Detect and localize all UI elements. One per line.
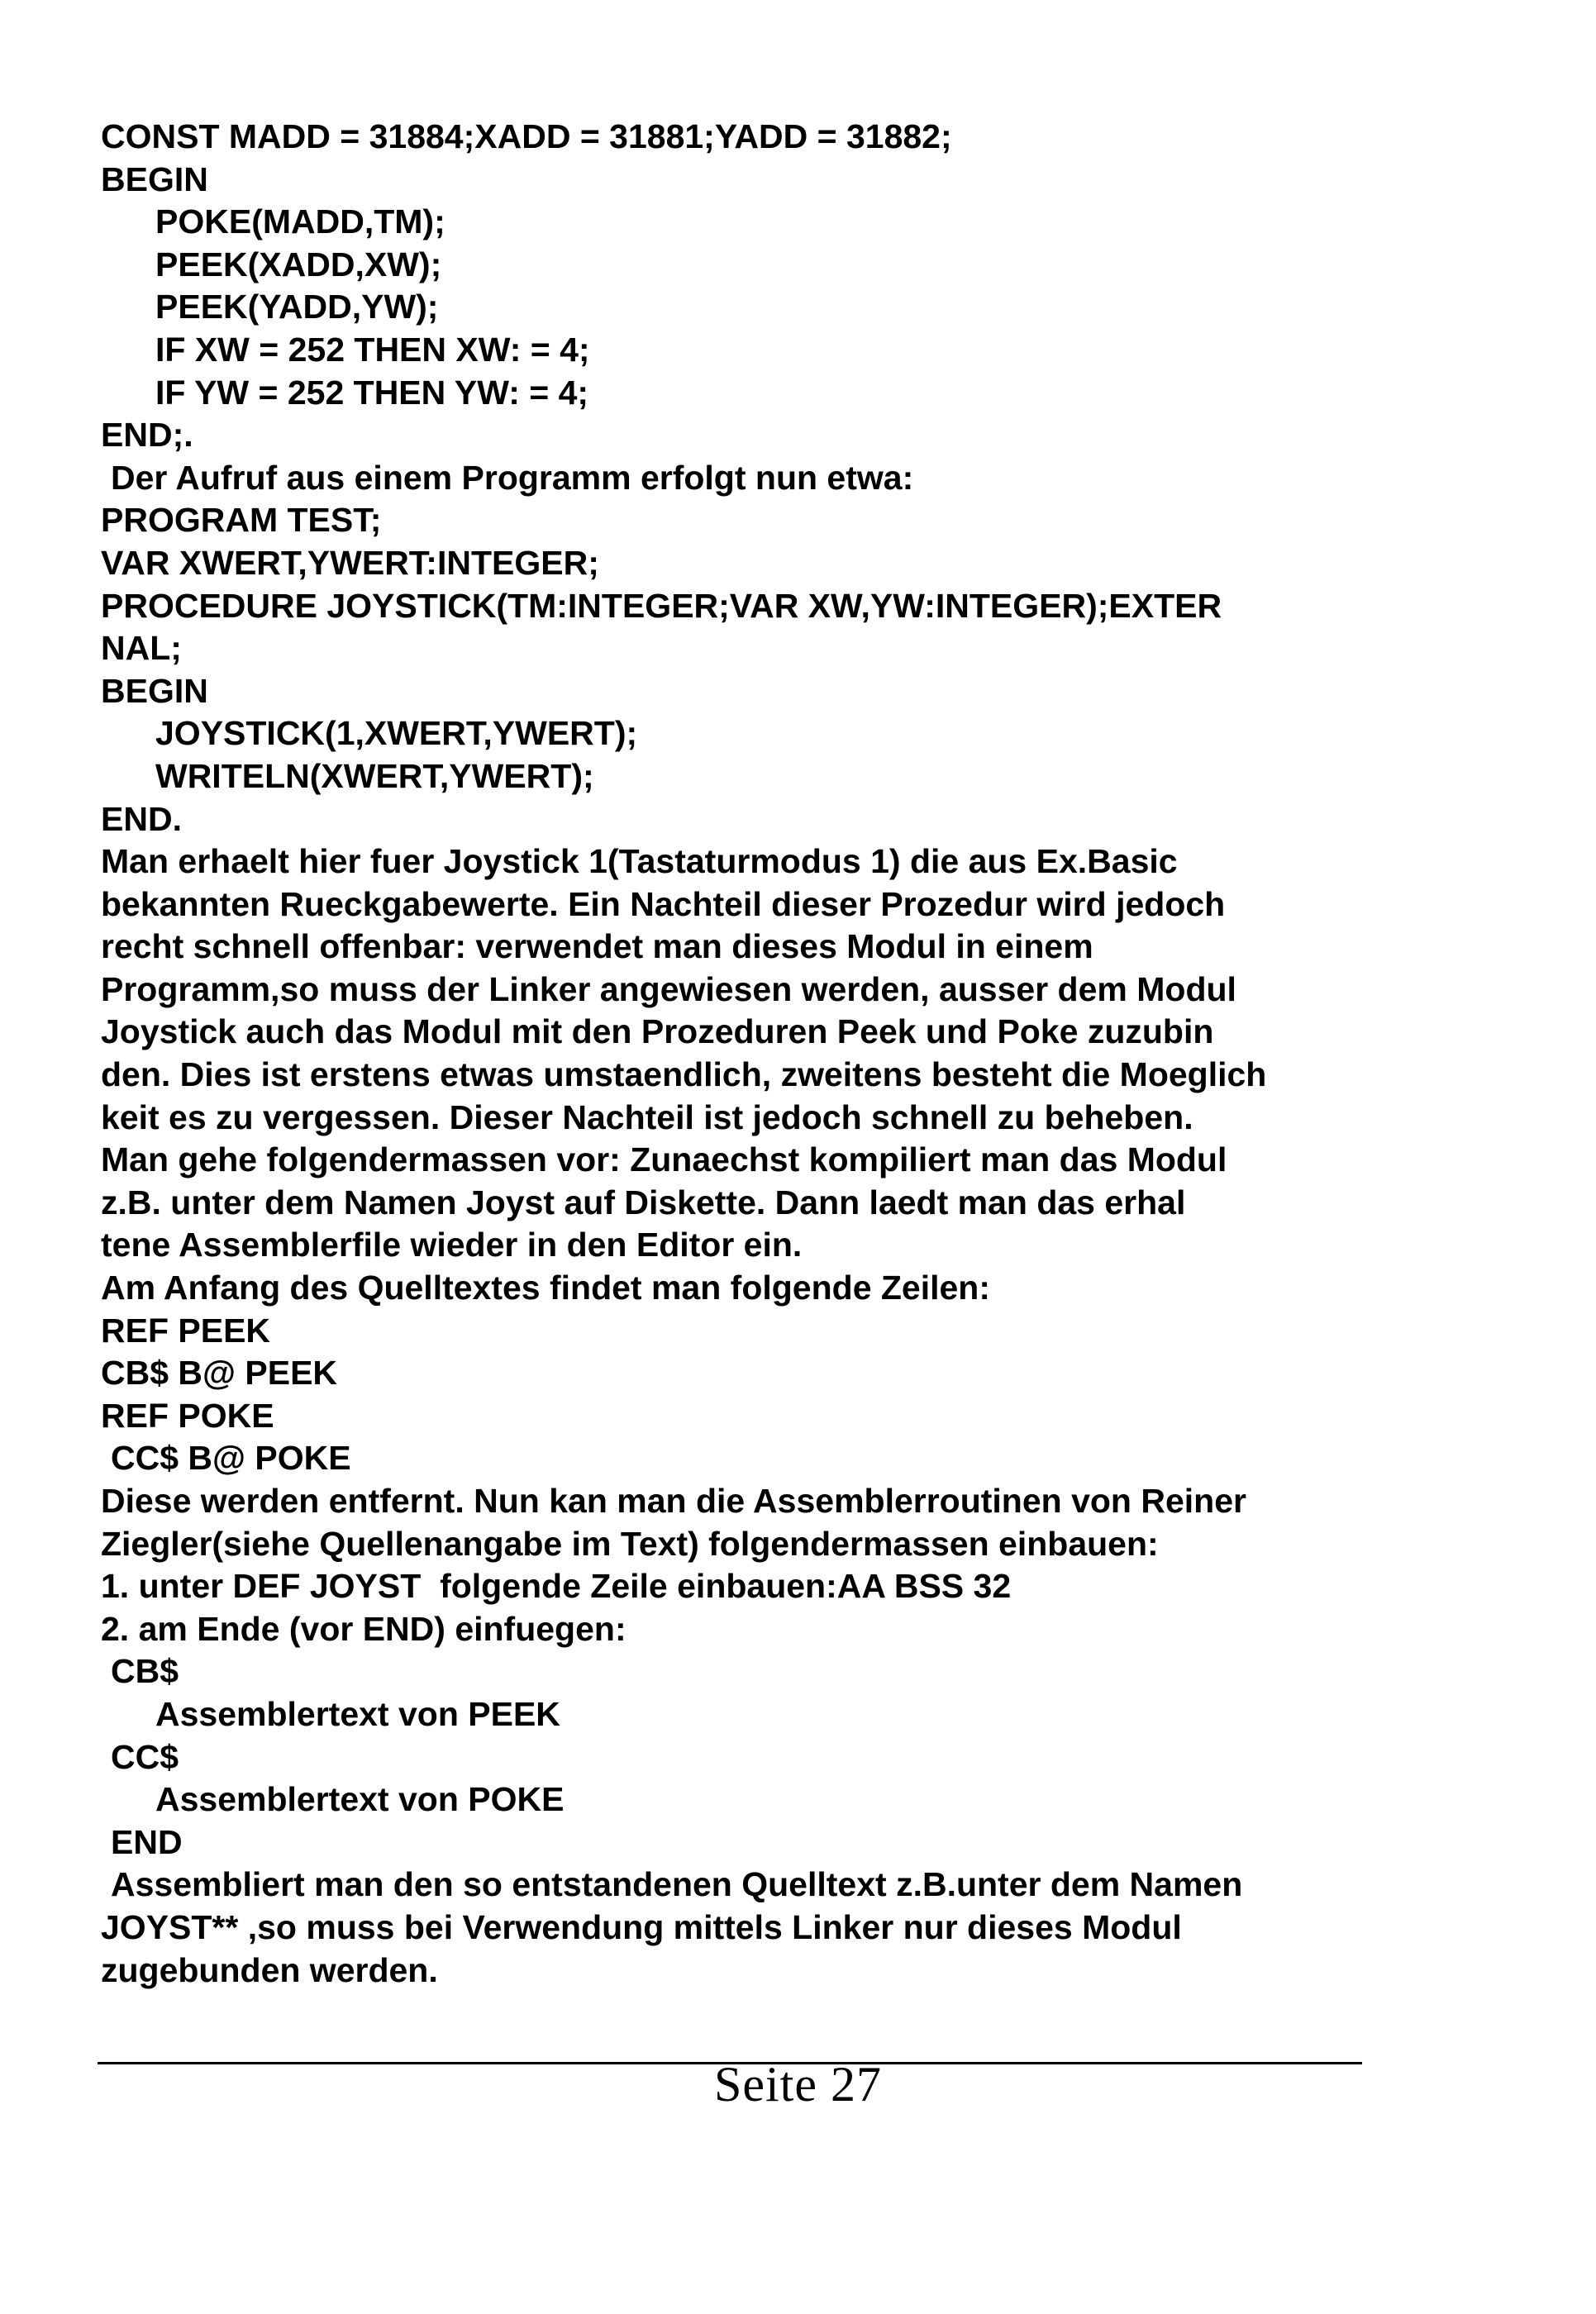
code-line: END — [111, 1822, 183, 1861]
text-line: Programm,so muss der Linker angewiesen werden, ausser dem Modul — [101, 969, 1236, 1008]
code-line: CONST MADD = 31884;XADD = 31881;YADD = 31882; — [101, 117, 952, 155]
code-line: REF POKE — [101, 1396, 274, 1435]
text-line: Der Aufruf aus einem Programm erfolgt nun etwa: — [111, 458, 914, 497]
text-line: Man erhaelt hier fuer Joystick 1(Tastaturmodus 1) die aus Ex.Basic — [101, 842, 1178, 881]
text-line: tene Assemblerfile wieder in den Editor ein. — [101, 1226, 803, 1264]
code-line: PEEK(XADD,XW); — [155, 245, 442, 283]
code-line: VAR XWERT,YWERT:INTEGER; — [101, 543, 599, 582]
code-line: CB$ — [111, 1652, 179, 1691]
code-line: BEGIN — [101, 160, 208, 198]
page-body — [101, 116, 1390, 1992]
code-line: CC$ B@ POKE — [111, 1439, 351, 1478]
text-line: JOYST** ,so muss bei Verwendung mittels Linker nur dieses Modul — [101, 1907, 1182, 1946]
text-line: Joystick auch das Modul mit den Prozeduren Peek und Poke zuzubin — [101, 1012, 1214, 1051]
text-line: recht schnell offenbar: verwendet man dieses Modul in einem — [101, 927, 1093, 966]
code-line: PROGRAM TEST; — [101, 501, 382, 540]
code-line: REF PEEK — [101, 1311, 271, 1350]
page-number: Seite 27 — [714, 2057, 882, 2112]
code-line: NAL; — [101, 629, 182, 668]
code-line: PEEK(YADD,YW); — [155, 288, 439, 326]
code-line: END;. — [101, 416, 193, 455]
text-line: Ziegler(siehe Quellenangabe im Text) folgendermassen einbauen: — [101, 1524, 1159, 1563]
text-line: bekannten Rueckgabewerte. Ein Nachteil dieser Prozedur wird jedoch — [101, 884, 1226, 923]
text-line: Assembliert man den so entstandenen Quelltext z.B.unter dem Namen — [111, 1865, 1243, 1904]
code-line: END. — [101, 799, 182, 838]
text-line: den. Dies ist erstens etwas umstaendlich, zweitens besteht die Moeglich — [101, 1055, 1267, 1094]
code-line: Assemblertext von POKE — [155, 1780, 565, 1819]
text-line: 2. am Ende (vor END) einfuegen: — [101, 1609, 626, 1648]
text-line: Diese werden entfernt. Nun kan man die Assemblerroutinen von Reiner — [101, 1482, 1246, 1520]
text-line: Am Anfang des Quelltextes findet man folgende Zeilen: — [101, 1269, 991, 1307]
code-line: BEGIN — [101, 671, 208, 710]
text-line: zugebunden werden. — [101, 1950, 438, 1989]
code-line: CC$ — [111, 1737, 179, 1776]
code-line: IF YW = 252 THEN YW: = 4; — [155, 373, 589, 412]
code-line: PROCEDURE JOYSTICK(TM:INTEGER;VAR XW,YW:INTEGER);EXTER — [101, 586, 1222, 625]
text-line: keit es zu vergessen. Dieser Nachteil ist jedoch schnell zu beheben. — [101, 1097, 1193, 1136]
code-line: WRITELN(XWERT,YWERT); — [155, 756, 594, 795]
text-line: z.B. unter dem Namen Joyst auf Diskette. Dann laedt man das erhal — [101, 1183, 1186, 1221]
code-line: Assemblertext von PEEK — [155, 1694, 560, 1733]
text-line: Man gehe folgendermassen vor: Zunaechst kompiliert man das Modul — [101, 1140, 1227, 1179]
text-line: 1. unter DEF JOYST folgende Zeile einbauen:AA BSS 32 — [101, 1567, 1012, 1606]
code-line: JOYSTICK(1,XWERT,YWERT); — [155, 714, 638, 753]
code-line: CB$ B@ PEEK — [101, 1354, 338, 1393]
code-line: IF XW = 252 THEN XW: = 4; — [155, 330, 590, 369]
code-line: POKE(MADD,TM); — [155, 202, 445, 241]
